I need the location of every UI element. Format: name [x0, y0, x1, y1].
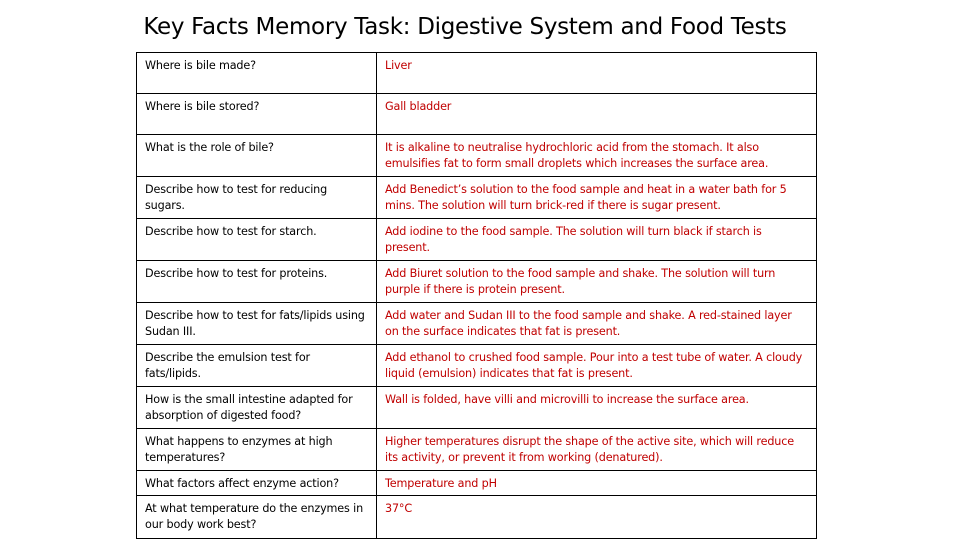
question-cell: How is the small intestine adapted for absorption of digested food? — [137, 387, 377, 429]
answer-cell: Add Biuret solution to the food sample and shake. The solution will turn purple if there is protein present. — [377, 261, 817, 303]
table-row — [137, 53, 817, 94]
answer-cell: Add water and Sudan III to the food sample and shake. A red-stained layer on the surface indicates that fat is present. — [377, 303, 817, 345]
answer-cell: Wall is folded, have villi and microvilli to increase the surface area. — [377, 387, 817, 429]
answer-cell: Higher temperatures disrupt the shape of the active site, which will reduce its activity, or prevent it from working (denatured). — [377, 429, 817, 471]
question-cell: Describe how to test for fats/lipids using Sudan III. — [137, 303, 377, 345]
table-row — [137, 387, 817, 429]
table-row — [137, 471, 817, 496]
table-row — [137, 177, 817, 219]
answer-cell: Add Benedict’s solution to the food sample and heat in a water bath for 5 mins. The solution will turn brick-red if there is sugar present. — [377, 177, 817, 219]
page-title: Key Facts Memory Task: Digestive System and Food Tests — [143, 14, 787, 40]
question-cell: Describe how to test for starch. — [137, 219, 377, 261]
answer-cell: Add iodine to the food sample. The solution will turn black if starch is present. — [377, 219, 817, 261]
question-cell: At what temperature do the enzymes in our body work best? — [137, 496, 377, 539]
answer-cell: Temperature and pH — [377, 471, 817, 496]
table-row — [137, 496, 817, 539]
answer-cell: Gall bladder — [377, 94, 817, 135]
question-cell: Where is bile stored? — [137, 94, 377, 135]
table-row — [137, 94, 817, 135]
answer-cell: It is alkaline to neutralise hydrochloric acid from the stomach. It also emulsifies fat to form small droplets which increases the surface area. — [377, 135, 817, 177]
key-facts-table — [136, 52, 817, 539]
answer-cell: 37°C — [377, 496, 817, 539]
question-cell: Describe the emulsion test for fats/lipids. — [137, 345, 377, 387]
table-row — [137, 345, 817, 387]
question-cell: What is the role of bile? — [137, 135, 377, 177]
table-row — [137, 429, 817, 471]
question-cell: What happens to enzymes at high temperatures? — [137, 429, 377, 471]
table-row — [137, 219, 817, 261]
question-cell: What factors affect enzyme action? — [137, 471, 377, 496]
answer-cell: Liver — [377, 53, 817, 94]
question-cell: Where is bile made? — [137, 53, 377, 94]
question-cell: Describe how to test for reducing sugars. — [137, 177, 377, 219]
table-row — [137, 135, 817, 177]
answer-cell: Add ethanol to crushed food sample. Pour into a test tube of water. A cloudy liquid (emulsion) indicates that fat is present. — [377, 345, 817, 387]
question-cell: Describe how to test for proteins. — [137, 261, 377, 303]
table-row — [137, 303, 817, 345]
table-row — [137, 261, 817, 303]
